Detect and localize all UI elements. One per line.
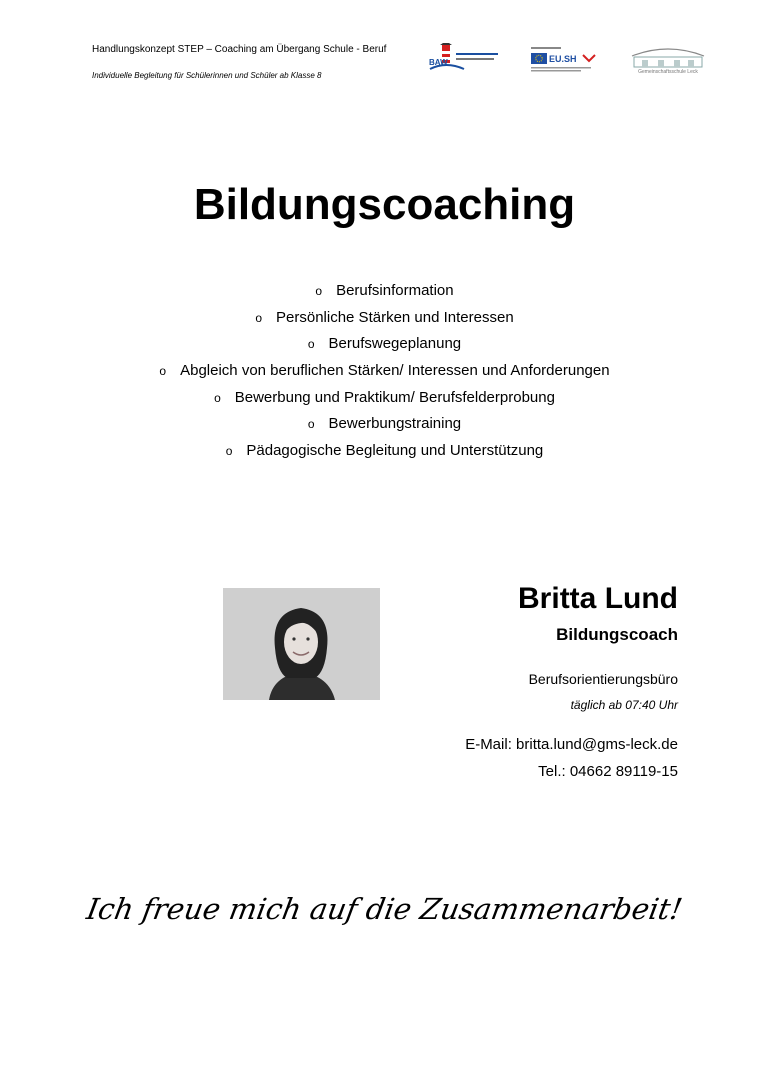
eu-sh-logo-text: EU.SH [549, 54, 577, 64]
header-line1: Handlungskonzept STEP – Coaching am Übergang Schule - Beruf [92, 44, 387, 55]
school-logo [628, 42, 708, 76]
coach-photo [223, 588, 380, 700]
bullet-marker: o [307, 417, 315, 432]
baw-logo-text: BAW [429, 58, 448, 67]
list-item [0, 333, 769, 360]
topic-list [0, 280, 769, 467]
bullet-marker: o [225, 444, 233, 459]
list-item-text: Persönliche Stärken und Interessen [276, 308, 514, 326]
bullet-marker: o [307, 337, 315, 352]
page-title: Bildungscoaching [193, 180, 576, 229]
list-item [0, 280, 769, 307]
list-item-text: Abgleich von beruflichen Stärken/ Interessen und Anforderungen [180, 362, 610, 380]
list-item [0, 360, 769, 387]
bullet-marker: o [255, 310, 263, 325]
list-item-text: Pädagogische Begleitung und Unterstützung [246, 442, 544, 460]
list-item-text: Bewerbung und Praktikum/ Berufsfelderprobung [234, 388, 555, 406]
list-item [0, 387, 769, 414]
list-item-text: Berufsinformation [336, 282, 454, 299]
list-item-text: Bewerbungstraining [328, 415, 462, 433]
office-name: Berufsorientierungsbüro [528, 671, 678, 687]
coach-role: Bildungscoach [556, 625, 678, 644]
header-line2: Individuelle Begleitung für Schülerinnen und Schüler ab Klasse 8 [92, 71, 322, 80]
school-logo-text: Gemeinschaftsschule Leck [638, 69, 698, 75]
coach-name: Britta Lund [518, 582, 678, 615]
list-item-text: Berufswegeplanung [328, 335, 462, 353]
contact-phone[interactable]: Tel.: 04662 89119-15 [538, 763, 678, 780]
bullet-marker: o [214, 390, 221, 405]
baw-logo [428, 43, 502, 75]
eu-sh-logo [531, 46, 599, 74]
office-hours: täglich ab 07:40 Uhr [570, 698, 678, 712]
bullet-marker: o [315, 284, 323, 298]
list-item [0, 440, 769, 467]
signoff-message: Ich freue mich auf die Zusammenarbeit! [84, 892, 685, 926]
contact-email[interactable]: E-Mail: britta.lund@gms-leck.de [465, 736, 678, 753]
bullet-marker: o [159, 364, 167, 379]
list-item [0, 307, 769, 334]
list-item [0, 413, 769, 440]
